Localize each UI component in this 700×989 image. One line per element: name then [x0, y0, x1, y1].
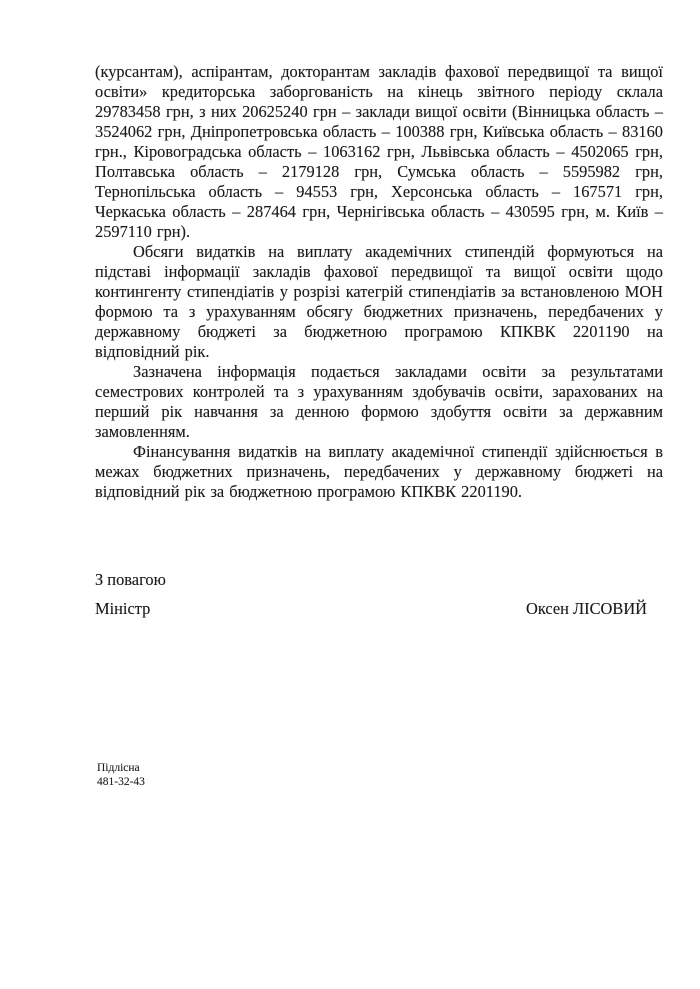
- closing-block: [95, 570, 663, 619]
- signature-row: [95, 599, 663, 619]
- paragraph-stipend-volumes: Обсяги видатків на виплату академічних стипендій формуються на підставі інформації закладів фахової передвищої та вищої освіти щодо контингенту стипендіатів у розрізі категрій стипендіатів за встановленою МОН формою та з урахуванням обсягу бюджетних призначень, передбачених у державному бюджеті за бюджетною програмою КПКВК 2201190 на відповідний рік.: [95, 242, 663, 361]
- paragraph-financing: Фінансування видатків на виплату академічної стипендії здійснюється в межах бюджетних призначень, передбачених у державному бюджеті на відповідний рік за бюджетною програмою КПКВК 2201190.: [95, 442, 663, 501]
- executor-name: Підлісна: [97, 762, 140, 774]
- paragraph-debt-continuation: (курсантам), аспірантам, докторантам закладів фахової передвищої та вищої освіти» кредиторська заборгованість на кінець звітного періоду склала 29783458 грн, з них 20625240 грн – заклади вищої освіти (Вінницька область – 3524062 грн, Дніпропетровська область – 100388 грн, Київська область – 83160 грн., Кіровоградська область – 1063162 грн, Львівська область – 4502065 грн, Полтавська область – 2179128 грн, Сумська область – 5595982 грн, Тернопільська область – 94553 грн, Херсонська область – 167571 грн, Черкаська область – 287464 грн, Чернігівська область – 430595 грн, м. Київ – 2597110 грн).: [95, 62, 663, 241]
- signer-title: Міністр: [95, 599, 151, 618]
- letter-body: [95, 62, 663, 619]
- signer-name: Оксен ЛІСОВИЙ: [526, 599, 647, 618]
- closing-salutation: З повагою: [95, 570, 166, 589]
- executor-footer: [97, 762, 145, 789]
- executor-phone: 481-32-43: [97, 775, 145, 788]
- paragraph-information-submission: Зазначена інформація подається закладами освіти за результатами семестрових контролей та з урахуванням здобувачів освіти, зарахованих на перший рік навчання за денною формою здобуття освіти за державним замовленням.: [95, 362, 663, 441]
